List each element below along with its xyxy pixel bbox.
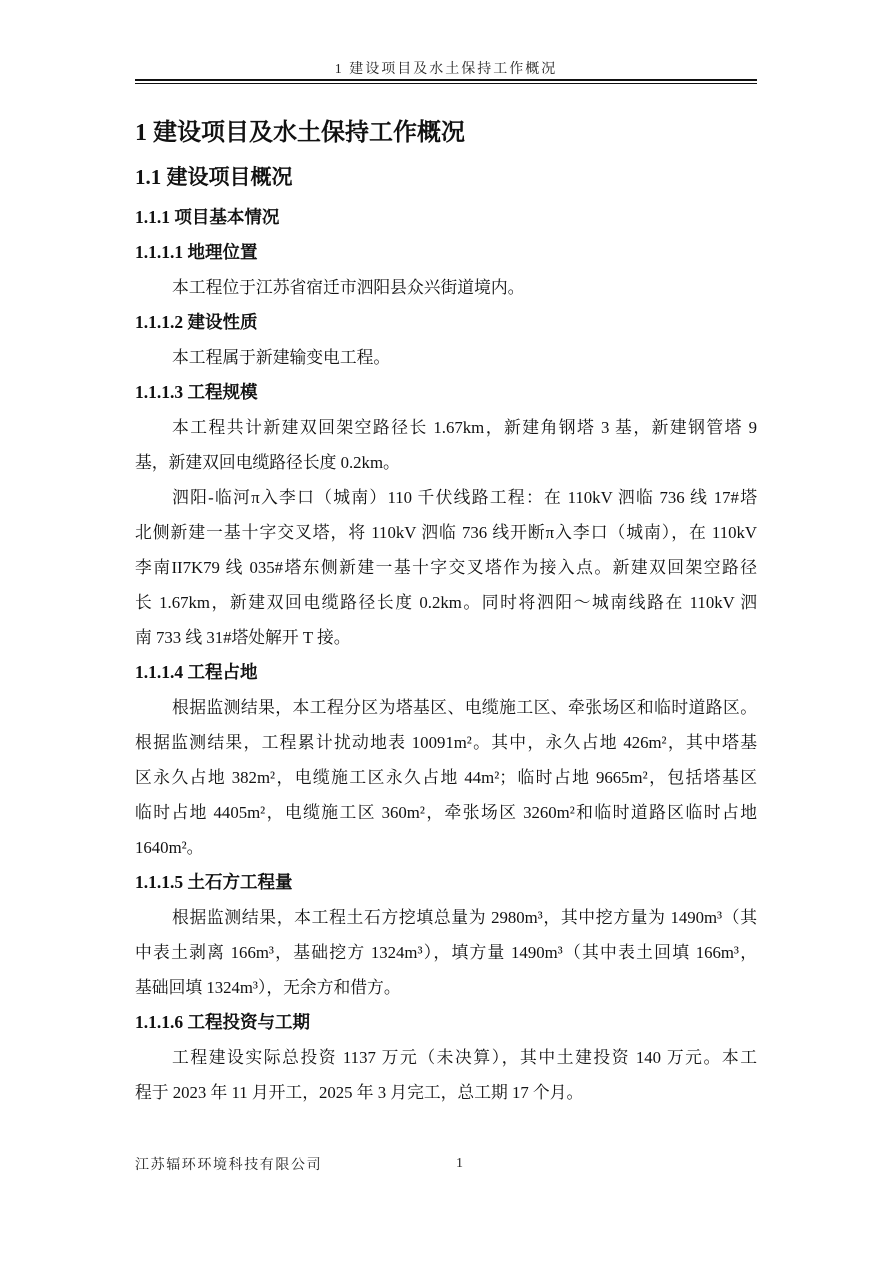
body-line: 本工程共计新建双回架空路径长 1.67km，新建角钢塔 3 基，新建钢管塔 9 xyxy=(172,418,757,437)
body-line: 工程建设实际总投资 1137 万元（未决算），其中土建投资 140 万元。本工 xyxy=(172,1048,757,1067)
body-line: 南 733 线 31#塔处解开 T 接。 xyxy=(135,628,351,647)
body-line: 临时占地 4405m²，电缆施工区 360m²，牵张场区 3260m²和临时道路区临时占地 xyxy=(135,803,757,822)
chapter-title: 1 建设项目及水土保持工作概况 xyxy=(135,120,465,146)
header-rule-thick xyxy=(135,79,757,81)
body-line: 区永久占地 382m²，电缆施工区永久占地 44m²；临时占地 9665m²，包括塔基区 xyxy=(135,768,757,787)
body-line: 李南II7K79 线 035#塔东侧新建一基十字交叉塔作为接入点。新建双回架空路径 xyxy=(135,558,757,577)
item-title-location: 1.1.1.1 地理位置 xyxy=(135,242,258,262)
body-line: 北侧新建一基十字交叉塔，将 110kV 泗临 736 线开断π入李口（城南），在 110kV xyxy=(135,523,757,542)
section-title: 1.1 建设项目概况 xyxy=(135,165,293,189)
body-line: 1640m²。 xyxy=(135,838,204,857)
item-title-scale: 1.1.1.3 工程规模 xyxy=(135,382,258,402)
header-rule-thin xyxy=(135,83,757,84)
body-line: 基，新建双回电缆路径长度 0.2km。 xyxy=(135,453,400,472)
item-title-investment-schedule: 1.1.1.6 工程投资与工期 xyxy=(135,1012,310,1032)
footer-company: 江苏辐环环境科技有限公司 xyxy=(135,1158,323,1173)
body-line: 根据监测结果，工程累计扰动地表 10091m²。其中，永久占地 426m²，其中塔基 xyxy=(135,733,757,752)
body-line: 泗阳-临河π入李口（城南）110 千伏线路工程：在 110kV 泗临 736 线 17#塔 xyxy=(172,488,757,507)
document-body xyxy=(135,112,757,1110)
body-line: 本工程属于新建输变电工程。 xyxy=(172,348,391,367)
page-number: 1 xyxy=(456,1156,463,1171)
body-line: 基础回填 1324m³），无余方和借方。 xyxy=(135,978,401,997)
body-line: 本工程位于江苏省宿迁市泗阳县众兴街道境内。 xyxy=(172,278,525,297)
item-title-land-use: 1.1.1.4 工程占地 xyxy=(135,662,258,682)
running-header: 1 建设项目及水土保持工作概况 xyxy=(334,62,558,77)
body-line: 中表土剥离 166m³，基础挖方 1324m³），填方量 1490m³（其中表土回填 166m³， xyxy=(135,943,757,962)
body-line: 根据监测结果，本工程土石方挖填总量为 2980m³，其中挖方量为 1490m³（其 xyxy=(172,908,757,927)
body-line: 长 1.67km，新建双回电缆路径长度 0.2km。同时将泗阳～城南线路在 110kV 泗 xyxy=(135,593,757,612)
body-line: 程于 2023 年 11 月开工，2025 年 3 月完工，总工期 17 个月。 xyxy=(135,1083,584,1102)
item-title-nature: 1.1.1.2 建设性质 xyxy=(135,312,258,332)
body-line: 根据监测结果，本工程分区为塔基区、电缆施工区、牵张场区和临时道路区。 xyxy=(172,698,757,717)
item-title-earthwork: 1.1.1.5 土石方工程量 xyxy=(135,872,293,892)
subsection-title: 1.1.1 项目基本情况 xyxy=(135,207,280,227)
